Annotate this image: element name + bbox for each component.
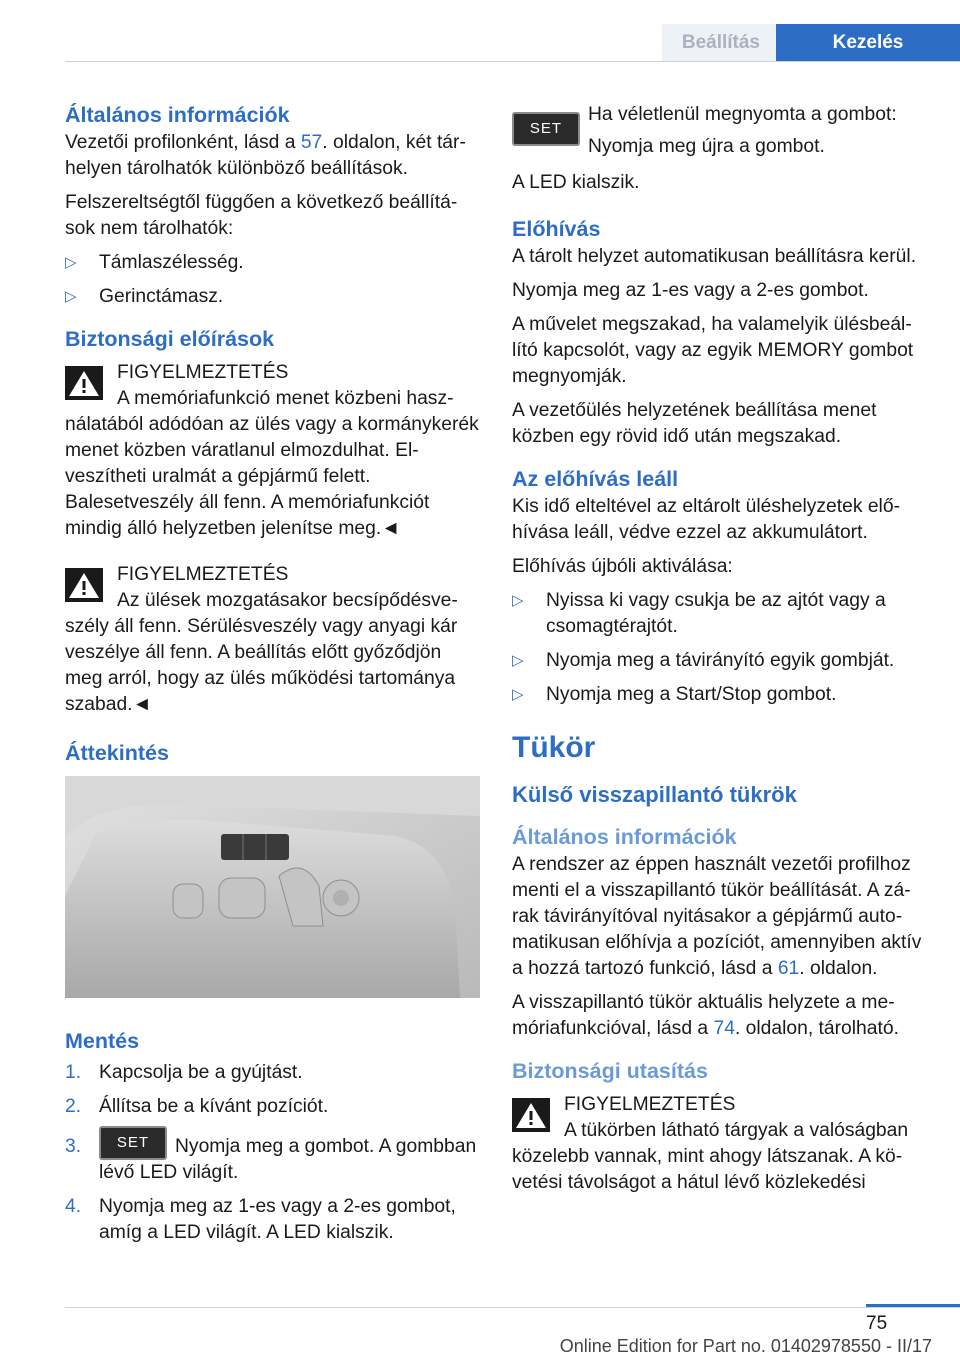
- page-link-61[interactable]: 61: [777, 958, 800, 979]
- recall-paragraph: A művelet megszakad, ha valamelyik ülésbeállító kapcsolót, vagy az egyik MEMORY gombot megnyomják.: [512, 314, 914, 387]
- warning-triangle-icon: [512, 1098, 550, 1132]
- text-fragment: . oldalon, két tárhelyen tárolhatók különböző beállítások.: [65, 132, 466, 179]
- reactivate-label: Előhívás újbóli aktiválása:: [512, 556, 733, 577]
- list-item-text: Támlaszélesség.: [99, 252, 244, 273]
- list-item-text: Nyomja meg a távirányító egyik gombját.: [546, 650, 895, 671]
- tab-settings[interactable]: Beállítás: [662, 24, 776, 61]
- mirror-general-paragraph: [512, 852, 930, 982]
- text-fragment: A visszapillantó tükör aktuális helyzete a memóriafunkcióval, lásd a: [512, 992, 895, 1039]
- warning-block: [65, 562, 480, 718]
- warning-triangle-icon: [65, 568, 103, 602]
- save-steps-list: [65, 1060, 480, 1246]
- step-text: Nyomja meg a gombot. A gombban lévő LED világít.: [99, 1136, 477, 1184]
- list-item: [65, 284, 480, 310]
- seat-memory-buttons-image: [65, 776, 480, 998]
- recall-paragraph: Nyomja meg az 1-es vagy a 2-es gombot.: [512, 280, 869, 301]
- overview-heading: Áttekintés: [65, 741, 169, 765]
- left-column: [65, 100, 480, 1256]
- warning-heading: FIGYELMEZTETÉS: [117, 564, 289, 585]
- warning-block: [512, 1092, 930, 1196]
- warning-text: A tükörben látható tárgyak a valóságban közelebb vannak, mint ahogy látszanak. A követési távolságot a hátul lévő közlekedési: [512, 1120, 909, 1193]
- recall-heading: Előhívás: [512, 217, 601, 241]
- right-column: [512, 100, 930, 1216]
- step-item: [65, 1060, 480, 1086]
- list-item: [512, 588, 930, 640]
- mirror-heading: Tükör: [512, 731, 596, 764]
- triangle-bullet-icon: ▷: [65, 288, 77, 305]
- equipment-paragraph: Felszereltségtől függően a következő beállítások nem tárolhatók:: [65, 192, 458, 239]
- accidental-text: Ha véletlenül megnyomta a gombot:: [588, 104, 897, 125]
- warning-text: Az ülések mozgatásakor becsípődésveszély áll fenn. Sérülésveszély vagy anyagi kár veszélye áll fenn. A beállítás előtt győződjön meg arról, hogy az ülés működési tartománya szabad.◄: [65, 590, 458, 715]
- recall-stop-paragraph: Kis idő elteltével az eltárolt üléshelyzetek előhívása leáll, védve ezzel az akkumulátort.: [512, 496, 900, 543]
- step-number: 2.: [65, 1096, 82, 1117]
- recall-paragraph: A tárolt helyzet automatikusan beállításra kerül.: [512, 246, 917, 267]
- page-link-57[interactable]: 57: [300, 132, 323, 153]
- step-text: Kapcsolja be a gyújtást.: [99, 1062, 303, 1083]
- led-off-text: A LED kialszik.: [512, 172, 640, 193]
- mirror-safety-heading: Biztonsági utasítás: [512, 1059, 708, 1083]
- exterior-mirrors-heading: Külső visszapillantó tükrök: [512, 782, 797, 807]
- step-item: [65, 1194, 480, 1246]
- set-button-icon: SET: [99, 1126, 167, 1160]
- list-item-text: Nyissa ki vagy csukja be az ajtót vagy a csomagtérajtót.: [546, 590, 886, 637]
- warning-heading: FIGYELMEZTETÉS: [117, 362, 289, 383]
- safety-heading: Biztonsági előírások: [65, 327, 275, 351]
- general-info-paragraph: [65, 130, 480, 182]
- warning-text: A memóriafunkció menet közbeni használatából adódóan az ülés vagy a kormánykerék menet közben váratlanul elmozdulhat. Elveszítheti uralmát a gépjármű felett. Balesetveszély áll fenn. A memóriafunkciót mindig álló helyzetben jelenítse meg.◄: [65, 388, 479, 539]
- text-fragment: . oldalon.: [799, 958, 878, 979]
- step-number: 3.: [65, 1136, 82, 1157]
- step-item: [65, 1134, 480, 1186]
- list-item-text: Gerinctámasz.: [99, 286, 224, 307]
- mirror-general-heading: Általános információk: [512, 825, 737, 849]
- triangle-bullet-icon: ▷: [65, 254, 77, 271]
- footer-divider: [65, 1307, 960, 1308]
- page-number: 75: [866, 1313, 888, 1334]
- list-item: [512, 682, 930, 708]
- save-heading: Mentés: [65, 1029, 140, 1053]
- triangle-bullet-icon: ▷: [512, 686, 524, 703]
- reactivate-list: [512, 588, 930, 708]
- warning-heading: FIGYELMEZTETÉS: [564, 1094, 736, 1115]
- text-fragment: Vezetői profilonként, lásd a: [65, 132, 301, 153]
- step-text: Állítsa be a kívánt pozíciót.: [99, 1096, 329, 1117]
- text-fragment: A rendszer az éppen használt vezetői profilhoz menti el a visszapillantó tükör beállítását. A zárak távirányítóval nyitásakor a gépjármű automatikusan előhívja a pozíciót, amennyiben aktív a hozzá tartozó funkció, lásd a: [512, 854, 922, 979]
- header-tabs: [662, 24, 960, 61]
- tab-operation[interactable]: Kezelés: [776, 24, 960, 61]
- step-number: 4.: [65, 1196, 82, 1218]
- mirror-memory-paragraph: [512, 990, 930, 1042]
- not-storable-list: [65, 250, 480, 310]
- accidental-instruction: Nyomja meg újra a gombot.: [588, 136, 825, 157]
- edition-footer: Online Edition for Part no. 01402978550 - II/17: [559, 1336, 932, 1356]
- list-item: [65, 250, 480, 276]
- header-divider: [65, 61, 960, 62]
- list-item: [512, 648, 930, 674]
- list-item-text: Nyomja meg a Start/Stop gombot.: [546, 684, 837, 705]
- page-link-74[interactable]: 74: [713, 1018, 735, 1039]
- set-button-icon: SET: [512, 112, 580, 146]
- step-text: Nyomja meg az 1-es vagy a 2-es gombot, amíg a LED világít. A LED kialszik.: [99, 1196, 456, 1244]
- warning-block: [65, 360, 480, 542]
- step-number: 1.: [65, 1062, 82, 1083]
- triangle-bullet-icon: ▷: [512, 652, 524, 669]
- step-item: [65, 1094, 480, 1120]
- recall-stop-heading: Az előhívás leáll: [512, 467, 679, 491]
- triangle-bullet-icon: ▷: [512, 592, 524, 609]
- warning-triangle-icon: [65, 366, 103, 400]
- recall-paragraph: A vezetőülés helyzetének beállítása menet közben egy rövid idő után megszakad.: [512, 400, 877, 447]
- text-fragment: . oldalon, tárolható.: [734, 1018, 899, 1039]
- general-info-heading: Általános információk: [65, 103, 290, 127]
- accidental-press-block: [512, 102, 930, 160]
